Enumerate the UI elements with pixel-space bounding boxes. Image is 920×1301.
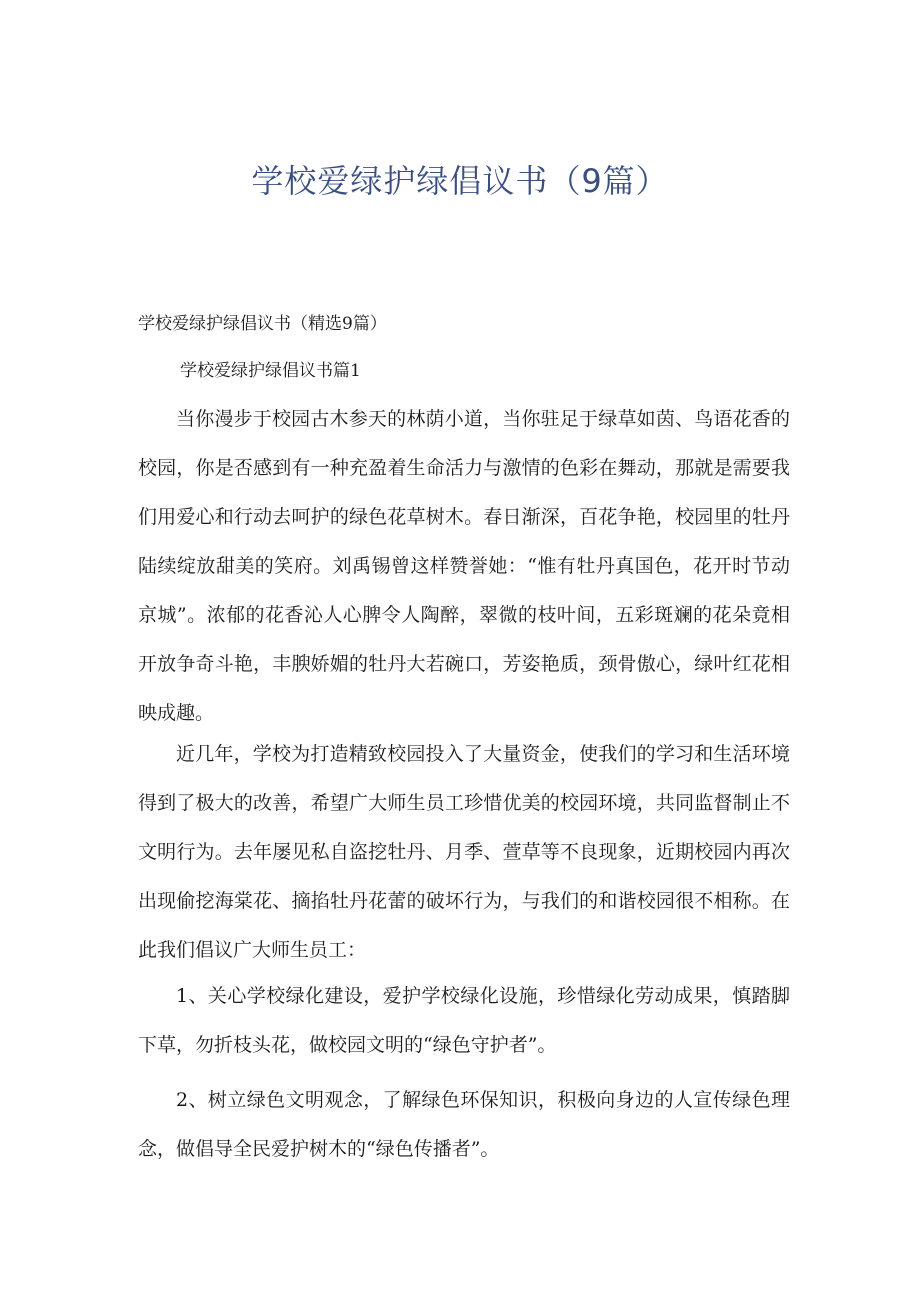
page-title: 学校爱绿护绿倡议书（9篇） [251, 162, 669, 200]
paragraph: 近几年，学校为打造精致校园投入了大量资金，使我们的学习和生活环境得到了极大的改善，希望广大师生员工珍惜优美的校园环境，共同监督制止不文明行为。去年屡见私自盗挖牡丹、月季、萱草等不良现象，近期校园内再次出现偷挖海棠花、摘掐牡丹花蕾的破坏行为，与我们的和谐校园很不相称。在此我们倡议广大师生员工： [138, 743, 790, 961]
paragraph: 2、树立绿色文明观念，了解绿色环保知识，积极向身边的人宣传绿色理念，做倡导全民爱护树木的“绿色传播者”。 [138, 1089, 790, 1160]
section-heading: 学校爱绿护绿倡议书篇1 [180, 361, 361, 381]
paragraph: 1、关心学校绿化建设，爱护学校绿化设施，珍惜绿化劳动成果，慎踏脚下草，勿折枝头花，做校园文明的“绿色守护者”。 [138, 985, 790, 1056]
paragraph: 当你漫步于校园古木参天的林荫小道，当你驻足于绿草如茵、鸟语花香的校园，你是否感到有一种充盈着生命活力与激情的色彩在舞动，那就是需要我们用爱心和行动去呵护的绿色花草树木。春日渐深，百花争艳，校园里的牡丹陆续绽放甜美的笑府。刘禹锡曾这样赞誉她：“惟有牡丹真国色，花开时节动京城”。浓郁的花香沁人心脾令人陶醉，翠微的枝叶间，五彩斑斓的花朵竟相开放争奇斗艳，丰腴娇媚的牡丹大若碗口，芳姿艳质，颈骨傲心，绿叶红花相映成趣。 [138, 408, 790, 724]
document-subtitle: 学校爱绿护绿倡议书（精选9篇） [138, 314, 387, 334]
